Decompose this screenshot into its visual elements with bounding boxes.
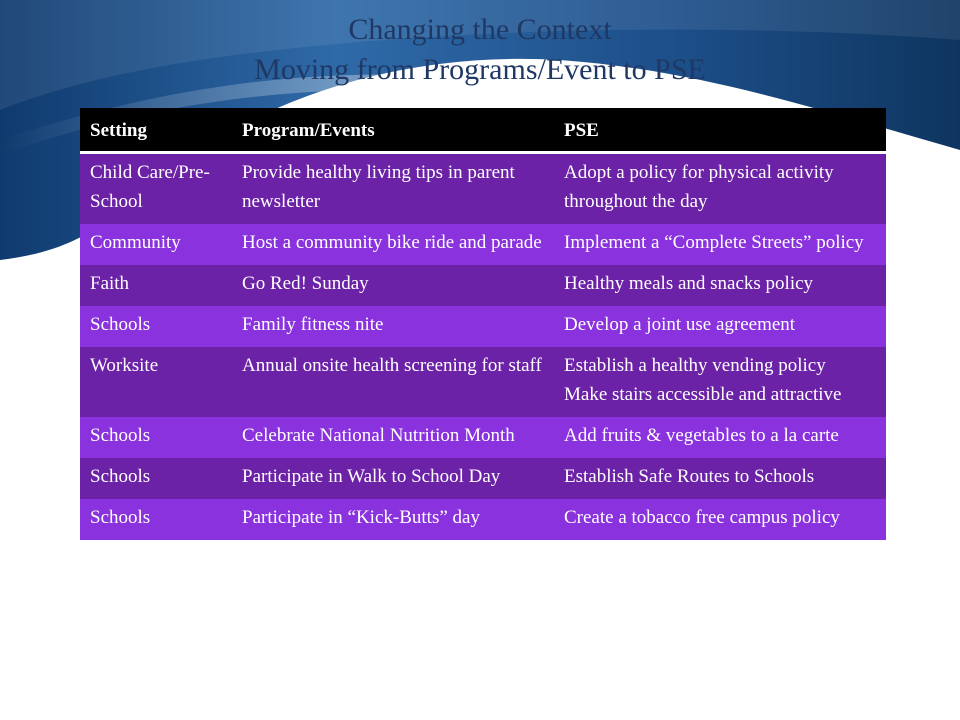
- cell-setting: Schools: [90, 466, 151, 487]
- cell-setting: Schools: [90, 425, 151, 446]
- cell-program: Celebrate National Nutrition Month: [242, 425, 515, 446]
- cell-program: Participate in “Kick-Butts” day: [242, 507, 480, 528]
- cell-setting: Faith: [90, 273, 130, 294]
- pse-item: Adopt a policy for physical activity throughout the day: [564, 162, 834, 212]
- cell-program: Participate in Walk to School Day: [242, 466, 501, 487]
- cell-pse: [554, 265, 886, 306]
- pse-item: Make stairs accessible and attractive: [564, 384, 842, 405]
- header-program-events: Program/Events: [242, 120, 375, 141]
- pse-item: Healthy meals and snacks policy: [564, 273, 814, 294]
- cell-program: Annual onsite health screening for staff: [242, 355, 542, 376]
- table-row: [80, 224, 886, 265]
- pse-item: Establish Safe Routes to Schools: [564, 466, 815, 487]
- cell-pse: [554, 153, 886, 225]
- cell-program: Family fitness nite: [242, 314, 384, 335]
- cell-setting: Worksite: [90, 355, 159, 376]
- table-row: [80, 265, 886, 306]
- cell-pse: [554, 417, 886, 458]
- pse-table: [80, 108, 886, 540]
- pse-item: Implement a “Complete Streets” policy: [564, 232, 864, 253]
- cell-pse: [554, 499, 886, 540]
- header-setting: Setting: [90, 120, 147, 141]
- cell-pse: [554, 306, 886, 347]
- pse-item: Create a tobacco free campus policy: [564, 507, 840, 528]
- table-row: [80, 347, 886, 417]
- pse-item: Add fruits & vegetables to a la carte: [564, 425, 839, 446]
- pse-table-container: [80, 108, 886, 720]
- cell-program: Go Red! Sunday: [242, 273, 369, 294]
- title-line-1: Changing the Context: [348, 13, 612, 46]
- table-header-row: [80, 108, 886, 153]
- header-pse: PSE: [564, 120, 599, 141]
- cell-pse: [554, 458, 886, 499]
- table-row: [80, 458, 886, 499]
- cell-pse: [554, 224, 886, 265]
- pse-item: Establish a healthy vending policy: [564, 355, 826, 376]
- pse-item: Develop a joint use agreement: [564, 314, 796, 335]
- cell-setting: Schools: [90, 314, 151, 335]
- cell-setting: Community: [90, 232, 181, 253]
- table-row: [80, 153, 886, 225]
- cell-program: Provide healthy living tips in parent newsletter: [242, 162, 515, 212]
- cell-setting: Schools: [90, 507, 151, 528]
- table-row: [80, 499, 886, 540]
- table-row: [80, 417, 886, 458]
- cell-setting: Child Care/Pre-School: [90, 162, 210, 212]
- cell-program: Host a community bike ride and parade: [242, 232, 542, 253]
- slide-title: [0, 10, 960, 90]
- cell-pse: [554, 347, 886, 417]
- title-line-2: Moving from Programs/Event to PSE: [254, 53, 706, 86]
- table-row: [80, 306, 886, 347]
